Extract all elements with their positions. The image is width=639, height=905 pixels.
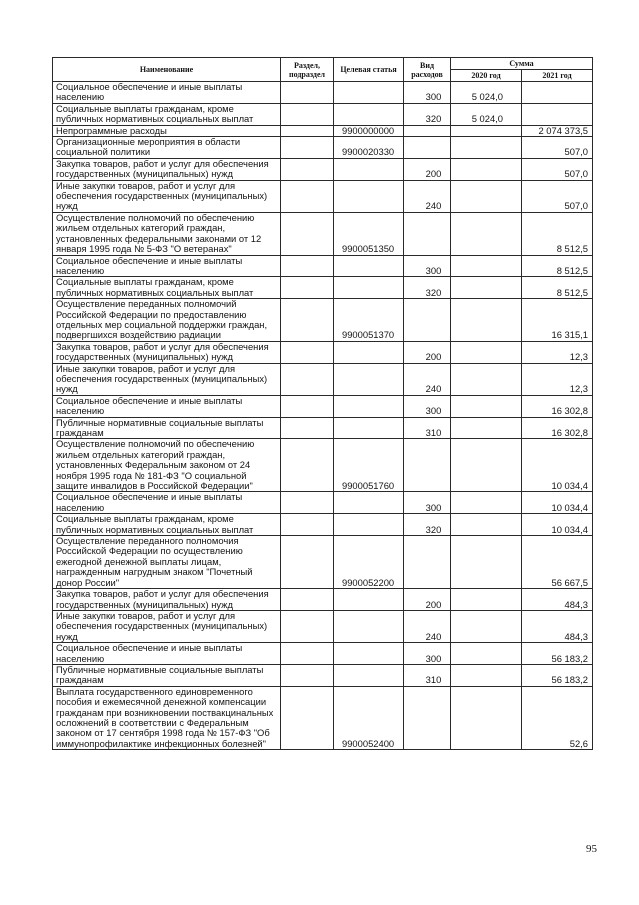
table-row bbox=[53, 212, 593, 255]
row-target bbox=[334, 664, 404, 686]
row-kind bbox=[404, 686, 451, 749]
row-section bbox=[281, 125, 334, 136]
row-kind: 300 bbox=[404, 395, 451, 417]
row-name: Публичные нормативные социальные выплаты гражданам bbox=[53, 417, 281, 439]
row-sum-2020 bbox=[451, 299, 522, 342]
row-kind: 240 bbox=[404, 180, 451, 212]
row-target bbox=[334, 277, 404, 299]
row-sum-2021: 56 667,5 bbox=[522, 536, 593, 589]
row-section bbox=[281, 395, 334, 417]
row-target bbox=[334, 492, 404, 514]
row-sum-2021: 484,3 bbox=[522, 610, 593, 642]
column-header-2021: 2021 год bbox=[522, 70, 593, 82]
column-header-kind: Вид расходов bbox=[404, 58, 451, 82]
table-row bbox=[53, 514, 593, 536]
row-target bbox=[334, 341, 404, 363]
row-target: 9900052400 bbox=[334, 686, 404, 749]
row-target: 9900051760 bbox=[334, 439, 404, 492]
row-sum-2021: 8 512,5 bbox=[522, 212, 593, 255]
row-kind bbox=[404, 212, 451, 255]
table-row bbox=[53, 664, 593, 686]
row-sum-2021: 12,3 bbox=[522, 363, 593, 395]
row-target bbox=[334, 643, 404, 665]
row-section bbox=[281, 589, 334, 611]
row-kind: 320 bbox=[404, 103, 451, 125]
table-row bbox=[53, 137, 593, 159]
row-section bbox=[281, 158, 334, 180]
row-kind bbox=[404, 536, 451, 589]
row-sum-2021: 2 074 373,5 bbox=[522, 125, 593, 136]
row-sum-2020: 5 024,0 bbox=[451, 103, 522, 125]
row-name: Иные закупки товаров, работ и услуг для обеспечения государственных (муниципальных) нужд bbox=[53, 180, 281, 212]
row-section bbox=[281, 180, 334, 212]
row-target: 9900020330 bbox=[334, 137, 404, 159]
row-sum-2021: 507,0 bbox=[522, 137, 593, 159]
row-name: Социальные выплаты гражданам, кроме публичных нормативных социальных выплат bbox=[53, 277, 281, 299]
row-sum-2021: 16 315,1 bbox=[522, 299, 593, 342]
row-kind: 200 bbox=[404, 158, 451, 180]
row-sum-2020 bbox=[451, 125, 522, 136]
row-sum-2021: 484,3 bbox=[522, 589, 593, 611]
budget-table bbox=[52, 57, 593, 750]
row-target bbox=[334, 610, 404, 642]
row-sum-2020 bbox=[451, 589, 522, 611]
table-row bbox=[53, 103, 593, 125]
row-section bbox=[281, 363, 334, 395]
row-kind: 300 bbox=[404, 643, 451, 665]
row-sum-2021: 52,6 bbox=[522, 686, 593, 749]
row-sum-2020 bbox=[451, 643, 522, 665]
row-section bbox=[281, 439, 334, 492]
row-sum-2020 bbox=[451, 686, 522, 749]
row-name: Закупка товаров, работ и услуг для обеспечения государственных (муниципальных) нужд bbox=[53, 589, 281, 611]
row-name: Социальное обеспечение и иные выплаты населению bbox=[53, 395, 281, 417]
row-sum-2020 bbox=[451, 439, 522, 492]
row-sum-2021: 16 302,8 bbox=[522, 395, 593, 417]
row-sum-2020 bbox=[451, 417, 522, 439]
row-target: 9900051370 bbox=[334, 299, 404, 342]
row-name: Выплата государственного единовременного пособия и ежемесячной денежной компенсации гражданам при возникновении поствакцинальных осложнений в соответствии с Федеральным законом от 17 сентября 1998 года № 157-ФЗ "Об иммунопрофилактике инфекционных болезней" bbox=[53, 686, 281, 749]
row-name: Осуществление полномочий по обеспечению жильем отдельных категорий граждан, установленных Федеральным законом от 24 ноября 1995 года № 181-ФЗ "О социальной защите инвалидов в Российской Федерации" bbox=[53, 439, 281, 492]
row-sum-2020 bbox=[451, 137, 522, 159]
table-row bbox=[53, 439, 593, 492]
table-row bbox=[53, 158, 593, 180]
row-sum-2020 bbox=[451, 610, 522, 642]
column-header-name: Наименование bbox=[53, 58, 281, 82]
page-number: 95 bbox=[586, 843, 597, 855]
row-section bbox=[281, 277, 334, 299]
row-section bbox=[281, 341, 334, 363]
table-row bbox=[53, 125, 593, 136]
row-target bbox=[334, 589, 404, 611]
row-sum-2021 bbox=[522, 82, 593, 104]
row-kind bbox=[404, 299, 451, 342]
row-section bbox=[281, 610, 334, 642]
row-name: Социальное обеспечение и иные выплаты населению bbox=[53, 643, 281, 665]
table-row bbox=[53, 395, 593, 417]
row-name: Осуществление переданного полномочия Российской Федерации по осуществлению ежегодной денежной выплаты лицам, награжденным нагрудным знаком "Почетный донор России" bbox=[53, 536, 281, 589]
row-target bbox=[334, 514, 404, 536]
row-kind: 310 bbox=[404, 664, 451, 686]
row-kind: 200 bbox=[404, 589, 451, 611]
row-target bbox=[334, 395, 404, 417]
row-kind: 200 bbox=[404, 341, 451, 363]
row-section bbox=[281, 492, 334, 514]
row-name: Публичные нормативные социальные выплаты гражданам bbox=[53, 664, 281, 686]
row-kind: 240 bbox=[404, 363, 451, 395]
row-section bbox=[281, 417, 334, 439]
row-sum-2020 bbox=[451, 212, 522, 255]
row-target bbox=[334, 363, 404, 395]
table-row bbox=[53, 299, 593, 342]
row-section bbox=[281, 686, 334, 749]
row-sum-2021: 16 302,8 bbox=[522, 417, 593, 439]
row-name: Закупка товаров, работ и услуг для обеспечения государственных (муниципальных) нужд bbox=[53, 158, 281, 180]
column-header-sum: Сумма bbox=[451, 58, 593, 70]
row-target: 9900000000 bbox=[334, 125, 404, 136]
row-name: Непрограммные расходы bbox=[53, 125, 281, 136]
row-name: Закупка товаров, работ и услуг для обеспечения государственных (муниципальных) нужд bbox=[53, 341, 281, 363]
table-row bbox=[53, 255, 593, 277]
row-section bbox=[281, 643, 334, 665]
row-kind: 240 bbox=[404, 610, 451, 642]
table-row bbox=[53, 589, 593, 611]
row-sum-2020 bbox=[451, 664, 522, 686]
table-row bbox=[53, 643, 593, 665]
row-sum-2021: 56 183,2 bbox=[522, 643, 593, 665]
row-sum-2021: 12,3 bbox=[522, 341, 593, 363]
row-sum-2020 bbox=[451, 514, 522, 536]
row-section bbox=[281, 103, 334, 125]
row-section bbox=[281, 255, 334, 277]
row-sum-2021: 10 034,4 bbox=[522, 514, 593, 536]
row-name: Организационные мероприятия в области социальной политики bbox=[53, 137, 281, 159]
row-target bbox=[334, 103, 404, 125]
row-kind: 320 bbox=[404, 514, 451, 536]
row-target bbox=[334, 82, 404, 104]
row-kind bbox=[404, 137, 451, 159]
table-body bbox=[53, 82, 593, 750]
table-row bbox=[53, 492, 593, 514]
table-row bbox=[53, 180, 593, 212]
row-sum-2021: 10 034,4 bbox=[522, 492, 593, 514]
row-sum-2020 bbox=[451, 277, 522, 299]
column-header-section: Раздел, подраздел bbox=[281, 58, 334, 82]
row-kind: 300 bbox=[404, 255, 451, 277]
row-kind bbox=[404, 439, 451, 492]
row-name: Иные закупки товаров, работ и услуг для обеспечения государственных (муниципальных) нужд bbox=[53, 363, 281, 395]
budget-table-sheet bbox=[52, 57, 592, 750]
row-name: Социальное обеспечение и иные выплаты населению bbox=[53, 82, 281, 104]
row-sum-2020 bbox=[451, 341, 522, 363]
table-row bbox=[53, 341, 593, 363]
row-section bbox=[281, 212, 334, 255]
row-sum-2021 bbox=[522, 103, 593, 125]
row-section bbox=[281, 664, 334, 686]
row-section bbox=[281, 514, 334, 536]
row-name: Социальные выплаты гражданам, кроме публичных нормативных социальных выплат bbox=[53, 514, 281, 536]
row-name: Осуществление полномочий по обеспечению жильем отдельных категорий граждан, установленных федеральными законами от 12 января 1995 года № 5-ФЗ "О ветеранах" bbox=[53, 212, 281, 255]
row-kind: 300 bbox=[404, 492, 451, 514]
row-sum-2020 bbox=[451, 395, 522, 417]
table-header-row bbox=[53, 58, 593, 70]
row-name: Осуществление переданных полномочий Российской Федерации по предоставлению отдельных мер социальной поддержки граждан, подвергшихся воздействию радиации bbox=[53, 299, 281, 342]
row-name: Социальное обеспечение и иные выплаты населению bbox=[53, 492, 281, 514]
row-sum-2020 bbox=[451, 536, 522, 589]
row-name: Социальные выплаты гражданам, кроме публичных нормативных социальных выплат bbox=[53, 103, 281, 125]
row-sum-2021: 8 512,5 bbox=[522, 255, 593, 277]
row-target bbox=[334, 417, 404, 439]
row-target bbox=[334, 158, 404, 180]
row-kind: 310 bbox=[404, 417, 451, 439]
table-row bbox=[53, 417, 593, 439]
row-sum-2021: 507,0 bbox=[522, 158, 593, 180]
row-target bbox=[334, 255, 404, 277]
row-section bbox=[281, 299, 334, 342]
row-kind: 300 bbox=[404, 82, 451, 104]
row-sum-2021: 10 034,4 bbox=[522, 439, 593, 492]
table-row bbox=[53, 686, 593, 749]
row-sum-2021: 56 183,2 bbox=[522, 664, 593, 686]
table-row bbox=[53, 363, 593, 395]
column-header-2020: 2020 год bbox=[451, 70, 522, 82]
row-sum-2020 bbox=[451, 158, 522, 180]
row-sum-2020: 5 024,0 bbox=[451, 82, 522, 104]
row-target: 9900052200 bbox=[334, 536, 404, 589]
row-kind: 320 bbox=[404, 277, 451, 299]
row-section bbox=[281, 137, 334, 159]
table-row bbox=[53, 610, 593, 642]
table-row bbox=[53, 82, 593, 104]
row-section bbox=[281, 82, 334, 104]
row-sum-2020 bbox=[451, 363, 522, 395]
table-row bbox=[53, 277, 593, 299]
row-sum-2020 bbox=[451, 180, 522, 212]
row-sum-2020 bbox=[451, 492, 522, 514]
column-header-target: Целевая статья bbox=[334, 58, 404, 82]
table-row bbox=[53, 536, 593, 589]
row-target bbox=[334, 180, 404, 212]
row-kind bbox=[404, 125, 451, 136]
row-sum-2020 bbox=[451, 255, 522, 277]
row-target: 9900051350 bbox=[334, 212, 404, 255]
row-name: Социальное обеспечение и иные выплаты населению bbox=[53, 255, 281, 277]
row-section bbox=[281, 536, 334, 589]
row-sum-2021: 8 512,5 bbox=[522, 277, 593, 299]
row-name: Иные закупки товаров, работ и услуг для обеспечения государственных (муниципальных) нужд bbox=[53, 610, 281, 642]
row-sum-2021: 507,0 bbox=[522, 180, 593, 212]
